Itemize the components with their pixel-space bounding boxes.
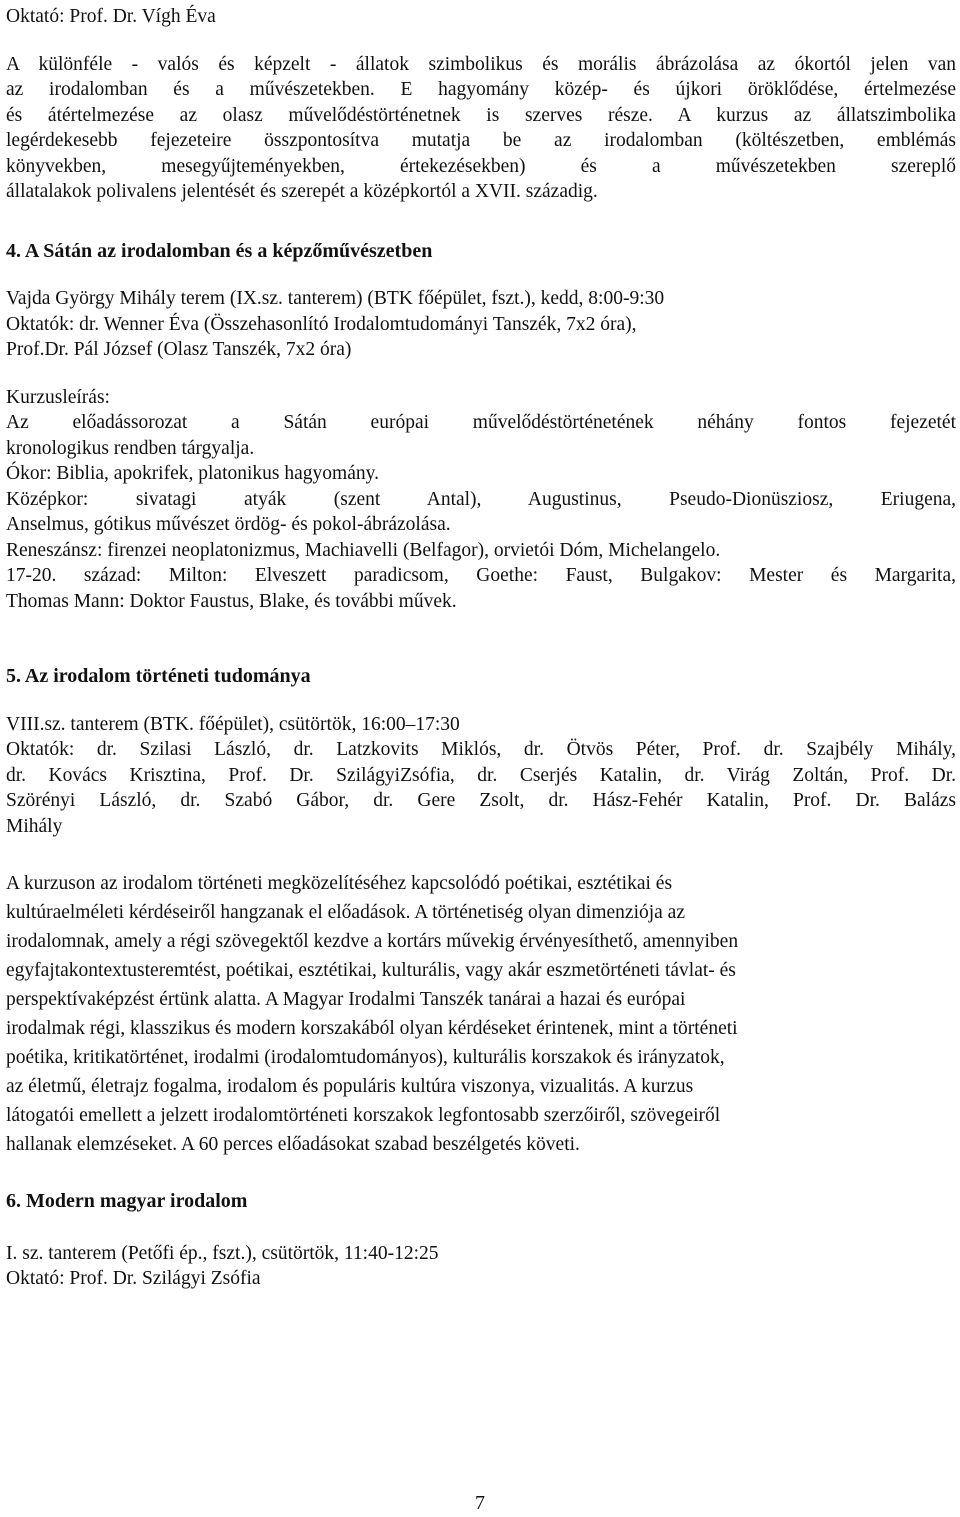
s3-desc-line: állatalakok polivalens jelentését és szerepét a középkortól a XVII. századig. <box>6 181 598 202</box>
s5-description <box>6 869 956 1159</box>
s5-desc-line: A kurzuson az irodalom történeti megközelítéséhez kapcsolódó poétikai, esztétikai és <box>6 873 673 894</box>
page-number: 7 <box>475 1492 485 1514</box>
s4-desc-label: Kurzusleírás: <box>6 386 110 408</box>
s4-meta-line: Prof.Dr. Pál József (Olasz Tanszék, 7x2 óra) <box>6 339 352 360</box>
s5-desc-line: perspektívaképzést értünk alatta. A Magyar Irodalmi Tanszék tanárai a hazai és európai <box>6 989 686 1010</box>
s4-meta-line: Vajda György Mihály terem (IX.sz. tanterem) (BTK főépület, fszt.), kedd, 8:00-9:30 <box>6 288 665 309</box>
spacer <box>6 690 956 712</box>
s3-desc-line: A különféle - valós és képzelt - állatok szimbolikus és morális ábrázolása az ókortól jelen van <box>6 53 956 75</box>
s6-meta-line: I. sz. tanterem (Petőfi ép., fszt.), csütörtök, 11:40-12:25 <box>6 1242 439 1264</box>
spacer <box>6 205 956 239</box>
s4-desc-line: Thomas Mann: Doktor Faustus, Blake, és további művek. <box>6 590 457 612</box>
spacer <box>6 30 956 52</box>
s5-meta <box>6 712 956 840</box>
document-page <box>6 0 956 1292</box>
spacer <box>6 363 956 385</box>
s6-meta-line: Oktató: Prof. Dr. Szilágyi Zsófia <box>6 1268 261 1289</box>
s3-teacher: Oktató: Prof. Dr. Vígh Éva <box>6 6 216 27</box>
s3-desc-line: legérdekesebb fejezeteire összpontosítva mutatja be az irodalomban (költészetben, emblémás <box>6 130 956 151</box>
s6-meta <box>6 1241 956 1292</box>
s4-desc-line: Anselmus, gótikus művészet ördög- és pokol-ábrázolása. <box>6 514 451 535</box>
s5-meta-line: Mihály <box>6 815 63 837</box>
s5-desc-line: az életmű, életrajz fogalma, irodalom és populáris kultúra viszonya, vizualitás. A kurzus <box>6 1076 694 1097</box>
s5-desc-line: kultúraelméleti kérdéseiről hangzanak el előadások. A történetiség olyan dimenziója az <box>6 902 685 923</box>
spacer <box>6 1159 956 1189</box>
spacer <box>6 264 956 286</box>
s5-desc-line: hallanak elemzéseket. A 60 perces előadásokat szabad beszélgetés követi. <box>6 1134 580 1155</box>
s4-desc-line: 17-20. század: Milton: Elveszett paradicsom, Goethe: Faust, Bulgakov: Mester és Margarita, <box>6 565 956 586</box>
s4-desc-line: Ókor: Biblia, apokrifek, platonikus hagyomány. <box>6 463 379 484</box>
s6-heading: 6. Modern magyar irodalom <box>6 1190 248 1212</box>
s5-meta-line: Oktatók: dr. Szilasi László, dr. Latzkovits Miklós, dr. Ötvös Péter, Prof. dr. Szajbély Mihály, <box>6 739 956 760</box>
s5-desc-line: látogatói emellett a jelzett irodalomtörténeti korszakok legfontosabb szerzőiről, szövegeiről <box>6 1105 721 1126</box>
s4-desc-line: Reneszánsz: firenzei neoplatonizmus, Machiavelli (Belfagor), orvietói Dóm, Michelangelo. <box>6 539 721 561</box>
s4-heading: 4. A Sátán az irodalomban és a képzőművészetben <box>6 239 433 262</box>
s5-meta-line: dr. Kovács Krisztina, Prof. Dr. SzilágyiZsófia, dr. Cserjés Katalin, dr. Virág Zoltán, Prof. Dr. <box>6 764 956 786</box>
s4-description <box>6 410 956 614</box>
s5-meta-line: Szörényi László, dr. Szabó Gábor, dr. Gere Zsolt, dr. Hász-Fehér Katalin, Prof. Dr. Balázs <box>6 790 956 811</box>
s3-desc-line: az irodalomban és a művészetekben. E hagyomány közép- és újkori öröklődése, értelmezése <box>6 79 956 100</box>
s5-heading: 5. Az irodalom történeti tudománya <box>6 665 311 687</box>
s4-desc-line: kronologikus rendben tárgyalja. <box>6 437 255 459</box>
spacer <box>6 1215 956 1241</box>
s3-desc-line: könyvekben, mesegyűjteményekben, értekezésekben) és a művészetekben szereplő <box>6 155 956 177</box>
s4-desc-line: Középkor: sivatagi atyák (szent Antal), Augustinus, Pseudo-Dionüsziosz, Eriugena, <box>6 488 956 510</box>
spacer <box>6 614 956 664</box>
s5-desc-line: irodalomnak, amely a régi szövegektől kezdve a kortárs művekig érvényesíthető, amennyiben <box>6 931 739 952</box>
spacer <box>6 839 956 869</box>
s5-meta-line: VIII.sz. tanterem (BTK. főépület), csütörtök, 16:00–17:30 <box>6 713 460 735</box>
s4-desc-line: Az előadássorozat a Sátán európai művelődéstörténetének néhány fontos fejezetét <box>6 412 956 433</box>
s5-desc-line: irodalmak régi, klasszikus és modern korszakából olyan kérdéseket érintenek, mint a történeti <box>6 1018 738 1039</box>
s5-desc-line: poétika, kritikatörténet, irodalmi (irodalomtudományos), kulturális korszakok és irányzatok, <box>6 1047 725 1068</box>
s5-desc-line: egyfajtakontextusteremtést, poétikai, esztétikai, kulturális, vagy akár eszmetörténeti távlat- és <box>6 960 736 981</box>
s4-meta-line: Oktatók: dr. Wenner Éva (Összehasonlító Irodalomtudományi Tanszék, 7x2 óra), <box>6 313 637 335</box>
s4-meta <box>6 286 956 363</box>
s3-desc-line: és átértelmezése az olasz művelődéstörténetnek is szerves része. A kurzus az állatszimbolika <box>6 104 956 126</box>
s3-description <box>6 52 956 205</box>
